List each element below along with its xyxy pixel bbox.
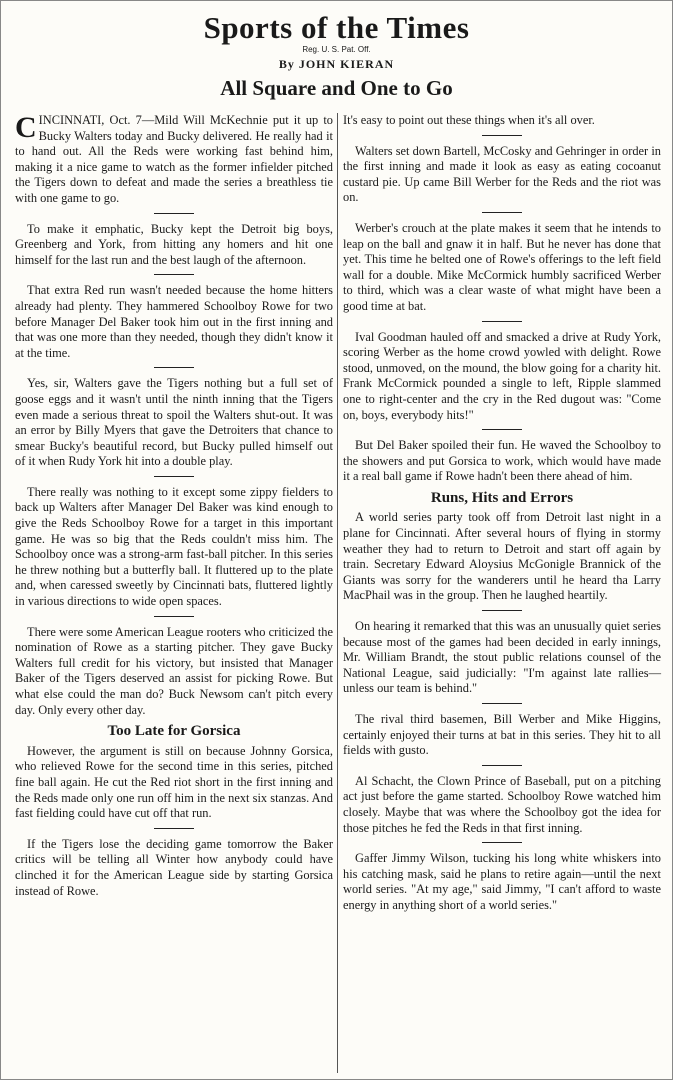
paragraph: However, the argument is still on because Johnny Gorsica, who relieved Rowe for the second time in this series, pitched fine ball again. He cut the Red riot short in the first inning and the Reds made only one run off him in the next six stanzas. And fast fielding could have cut off that run.: [15, 743, 333, 821]
divider: [482, 703, 522, 704]
divider: [482, 765, 522, 766]
paragraph: Gaffer Jimmy Wilson, tucking his long white whiskers into his catching mask, said he plans to retire again—until the next world series. "At my age," said Jimmy, "I can't afford to waste energy in anything short of a world series.": [343, 851, 661, 912]
paragraph: Werber's crouch at the plate makes it seem that he intends to leap on the ball and gnaw it in half. But he never has done that yet. This time he belted one of Rowe's offerings to the left field wall for a double. Mike McCormick humbly sacrificed Werber to third, which was a clear waste of what might have been a good time at bat.: [343, 220, 661, 313]
divider: [154, 828, 194, 829]
article-body: [1, 113, 672, 1079]
byline: By JOHN KIERAN: [278, 57, 395, 71]
paragraph: Ival Goodman hauled off and smacked a drive at Rudy York, scoring Werber as the home crowd yowled with delight. Rowe stood, unmoved, on the mound, the blow going for a charity hit. Frank McCormick pounded a single to left, Ripple slammed one to right-center and the cry in the Red dugout was: "Come on, boys, everybody hits!": [343, 329, 661, 422]
right-column: [343, 113, 661, 920]
divider: [154, 274, 194, 275]
paragraph: To make it emphatic, Bucky kept the Detroit big boys, Greenberg and York, from hitting any homers and hit one himself for the last run and the best laugh of the afternoon.: [15, 221, 333, 267]
divider: [482, 321, 522, 322]
divider: [482, 842, 522, 843]
paragraph: Al Schacht, the Clown Prince of Baseball, put on a pitching act just before the game started. Schoolboy Rowe watched him closely. Maybe that was where the Schoolboy got the idea for those pitches he fed the Reds in that first inning.: [343, 773, 661, 835]
divider: [154, 367, 194, 368]
paragraph: On hearing it remarked that this was an unusually quiet series because most of the games had been decided in early innings, Mr. William Brandt, the stout public relations counsel of the National League, said judicially: "I'm against late rallies—unless our team is behind.": [343, 619, 661, 696]
paragraph: [15, 113, 333, 207]
divider: [482, 610, 522, 611]
divider: [482, 429, 522, 430]
paragraph: The rival third basemen, Bill Werber and Mike Higgins, certainly enjoyed their turns at bat in this series. They hit to all fields with gusto.: [343, 712, 661, 758]
left-column: [15, 113, 333, 905]
paragraph: That extra Red run wasn't needed because the home hitters already had plenty. They hammered Schoolboy Rowe for two before Manager Del Baker took him out in the first inning and that was one more than they needed, though they didn't know it at the time.: [15, 283, 333, 360]
column-rule: [337, 113, 338, 1073]
subheading: Too Late for Gorsica: [107, 723, 241, 740]
paragraph: There were some American League rooters who criticized the nomination of Rowe as a starting pitcher. They gave Bucky Walters full credit for his victory, but insisted that Manager Baker of the Tigers deserved an assist for picking Rowe. But what else could the man do? Buck Newsom can't pitch every day. Only every other day.: [15, 624, 333, 717]
column-title: Sports of the Times: [203, 10, 470, 45]
paragraph: Walters set down Bartell, McCosky and Gehringer in order in the first inning and made it look as easy as eating cocoanut custard pie. Up came Bill Werber for the Reds and the riot was on.: [343, 143, 661, 205]
divider: [154, 213, 194, 214]
subheading: Runs, Hits and Errors: [430, 489, 574, 506]
drop-cap: C: [15, 111, 37, 144]
masthead: [1, 1, 672, 100]
paragraph: If the Tigers lose the deciding game tomorrow the Baker critics will be telling all Winter how anybody could have clinched it for the American League side by starting Gorsica instead of Rowe.: [15, 836, 333, 898]
paragraph: A world series party took off from Detroit last night in a plane for Cincinnati. After several hours of flying in stormy weather they had to return to Detroit and start off again by train. Secretary Edward Aloysius McGonigle Brannick of the Giants was sorry for the wanderers until he heard tha Larry MacPhail was in the group. Then he laughed heartily.: [343, 510, 661, 603]
divider: [154, 476, 194, 477]
divider: [482, 135, 522, 136]
paragraph: There really was nothing to it except some zippy fielders to back up Walters after Manager Del Baker was kind enough to give the Reds Schoolboy Rowe for a target in this important game. He was so big that the Reds couldn't miss him. The Schoolboy once was a strong-arm fast-ball pitcher. In this series he threw nothing but a butterfly ball. It fluttered up to the plate and, when caressed sweetly by Cincinnati bats, fluttered lightly in various directions to wide open spaces.: [15, 484, 333, 609]
headline: All Square and One to Go: [220, 76, 453, 100]
paragraph: Yes, sir, Walters gave the Tigers nothing but a full set of goose eggs and it wasn't until the ninth inning that the Tigers even made a serious threat to spoil the Walters shut-out. It was an error by Billy Myers that gave the Detroiters that chance to smear Bucky's beautiful record, but Bucky pulled himself out of it when Rudy York hit into a double play.: [15, 376, 333, 469]
divider: [154, 616, 194, 617]
paragraph-text: INCINNATI, Oct. 7—Mild Will McKechnie put it up to Bucky Walters today and Bucky delivered. He really had it to hand out. All the Reds were working fast behind him, making it a nice game to watch as the former infielder pitched the Tigers down to defeat and made the series a breathless tie with one game to go.: [15, 113, 333, 205]
divider: [482, 212, 522, 213]
paragraph: It's easy to point out these things when it's all over.: [343, 113, 595, 127]
trademark-note: Reg. U. S. Pat. Off.: [302, 45, 371, 54]
paragraph: But Del Baker spoiled their fun. He waved the Schoolboy to the showers and put Gorsica to work, which would have made it a real ball game if Rowe hadn't been there ahead of him.: [343, 438, 661, 484]
